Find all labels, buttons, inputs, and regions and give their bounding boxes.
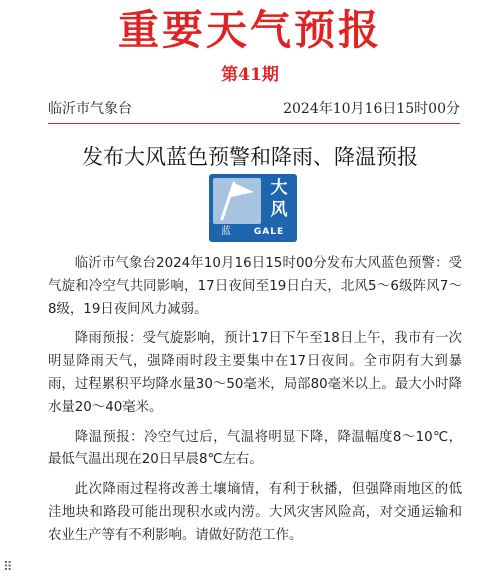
warning-char-1: 大: [270, 178, 288, 198]
paragraph-rain-forecast: 降雨预报：受气旋影响，预计17日下午至18日上午，我市有一次明显降雨天气，强降雨时段主要集中在17日夜间。全市阴有大到暴雨，过程累积平均降水量30～50毫米，局部80毫米以上。最大小时降水量20～40毫米。: [48, 331, 462, 415]
paragraph-impact-advice: 此次降雨过程将改善土壤墒情，有利于秋播，但强降雨地区的低洼地块和路段可能出现积水或内涝。大风灾害风险高，对交通运输和农业生产等有不利影响。请做好防范工作。: [48, 482, 462, 543]
red-divider: [48, 123, 460, 124]
wind-flag-icon: [213, 178, 261, 224]
warning-char-2: 风: [270, 200, 288, 220]
warning-label: GALE: [253, 227, 285, 237]
issue-number: 第41期: [221, 65, 279, 85]
warning-level: 蓝: [221, 226, 231, 237]
bulletin-body: [48, 253, 462, 555]
paragraph-cooling-forecast: 降温预报：冷空气过后，气温将明显下降，降温幅度8～10℃，最低气温出现在20日早晨8℃左右。: [48, 429, 462, 468]
drag-handle-icon[interactable]: ⠿: [3, 560, 13, 575]
bulletin-title: 重要天气预报: [118, 6, 382, 54]
paragraph-gale-warning: 临沂市气象台2024年10月16日15时00分发布大风蓝色预警：受气旋和冷空气共同影响，17日夜间至19日白天，北风5～6级阵风7～8级，19日夜间风力减弱。: [48, 256, 462, 317]
bulletin-meta: [48, 98, 460, 120]
issue-datetime: 2024年10月16日15时00分: [283, 101, 460, 117]
issuer: 临沂市气象台: [48, 101, 132, 117]
gale-blue-warning-icon: [209, 174, 297, 242]
headline: 发布大风蓝色预警和降雨、降温预报: [82, 145, 418, 169]
